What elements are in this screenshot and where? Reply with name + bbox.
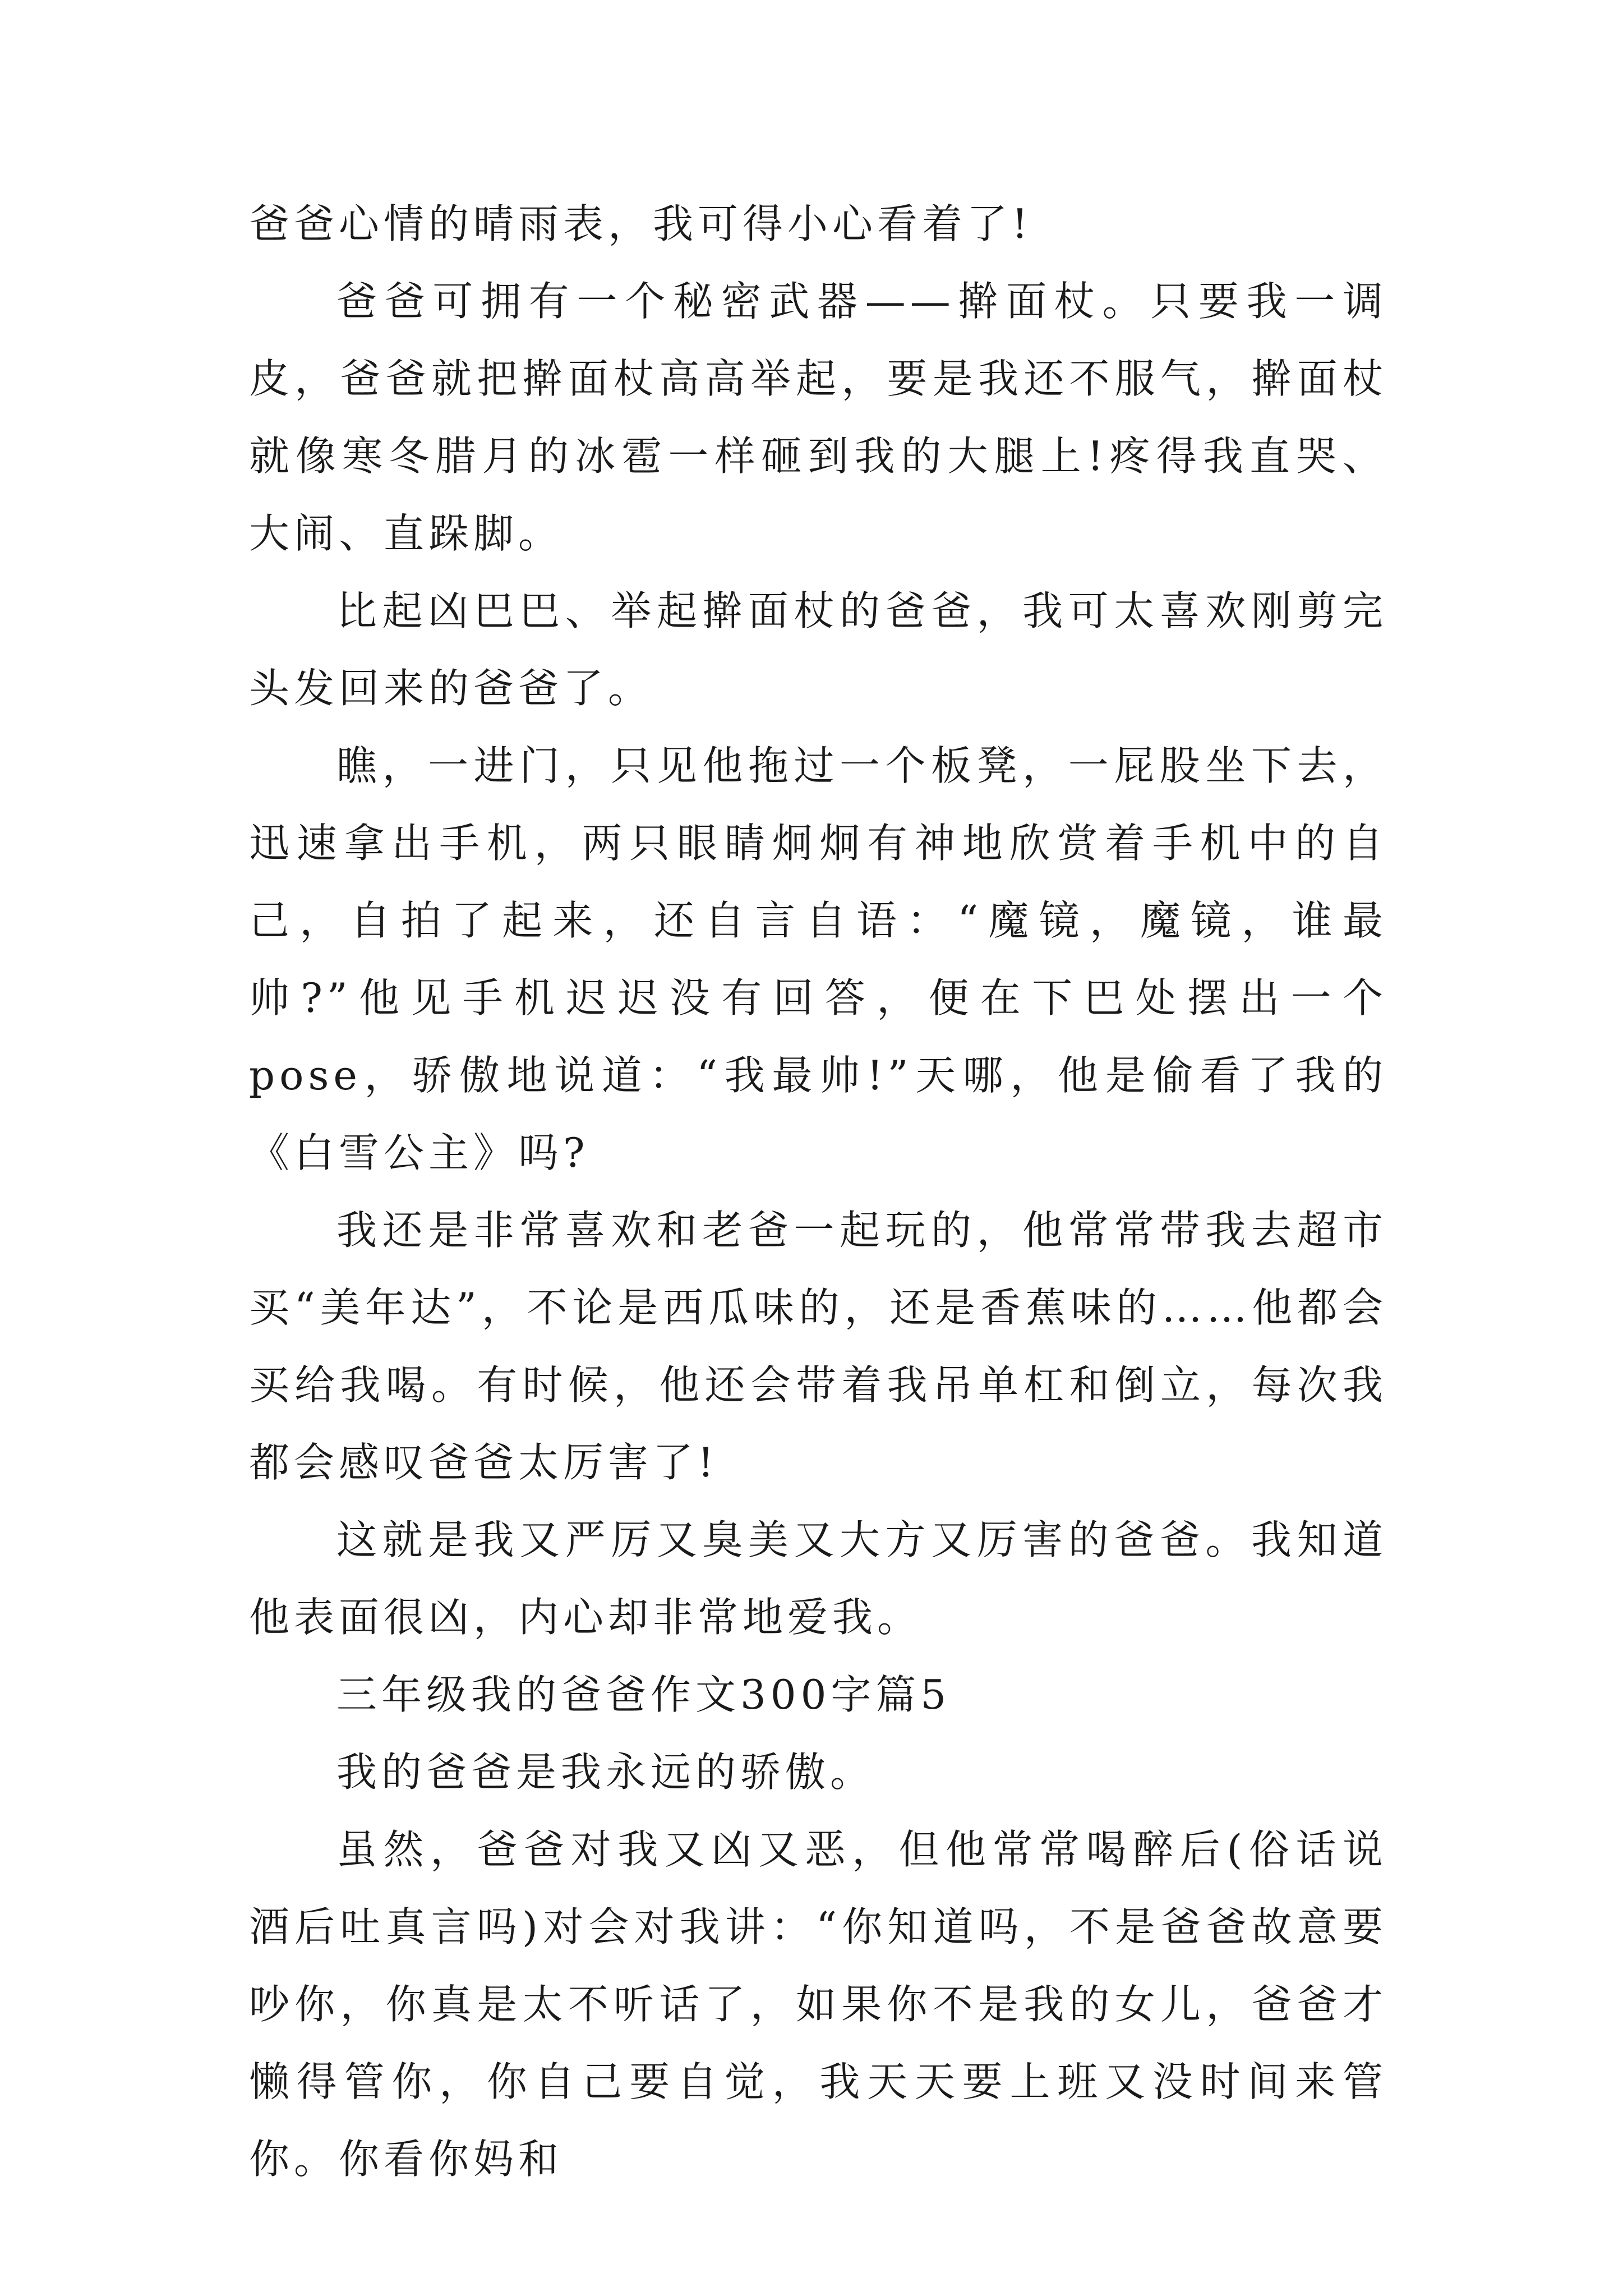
paragraph-selfie: 瞧，一进门，只见他拖过一个板凳，一屁股坐下去，迅速拿出手机，两只眼睛炯炯有神地欣赏着手机中的自己，自拍了起来，还自言自语：“魔镜，魔镜，谁最帅?”他见手机迟迟没有回答，便在下巴处摆出一个pose，骄傲地说道：“我最帅!”天哪，他是偷看了我的《白雪公主》吗?	[249, 742, 1387, 1176]
paragraph-continuation: 爸爸心情的晴雨表，我可得小心看着了!	[249, 200, 1032, 247]
paragraph-pride: 我的爸爸是我永远的骄傲。	[336, 1749, 875, 1796]
paragraph-rolling-pin: 爸爸可拥有一个秘密武器——擀面杖。只要我一调皮，爸爸就把擀面杖高高举起，要是我还不服气，擀面杖就像寒冬腊月的冰雹一样砸到我的大腿上!疼得我直哭、大闹、直跺脚。	[249, 278, 1387, 557]
paragraph-conclusion: 这就是我又严厉又臭美又大方又厉害的爸爸。我知道他表面很凶，内心却非常地爱我。	[249, 1516, 1387, 1641]
paragraph-playing: 我还是非常喜欢和老爸一起玩的，他常常带我去超市买“美年达”，不论是西瓜味的，还是香蕉味的……他都会买给我喝。有时候，他还会带着我吊单杠和倒立，每次我都会感叹爸爸太厉害了!	[249, 1207, 1387, 1486]
paragraph-drunk-talk: 虽然，爸爸对我又凶又恶，但他常常喝醉后(俗话说酒后吐真言吗)对会对我讲：“你知道吗，不是爸爸故意要吵你，你真是太不听话了，如果你不是我的女儿，爸爸才懒得管你，你自己要自觉，我天天要上班又没时间来管你。你看你妈和	[249, 1826, 1387, 2183]
paragraph-haircut: 比起凶巴巴、举起擀面杖的爸爸，我可太喜欢刚剪完头发回来的爸爸了。	[249, 587, 1387, 712]
section-heading: 三年级我的爸爸作文300字篇5	[336, 1671, 951, 1718]
essay-body	[249, 185, 1387, 2198]
